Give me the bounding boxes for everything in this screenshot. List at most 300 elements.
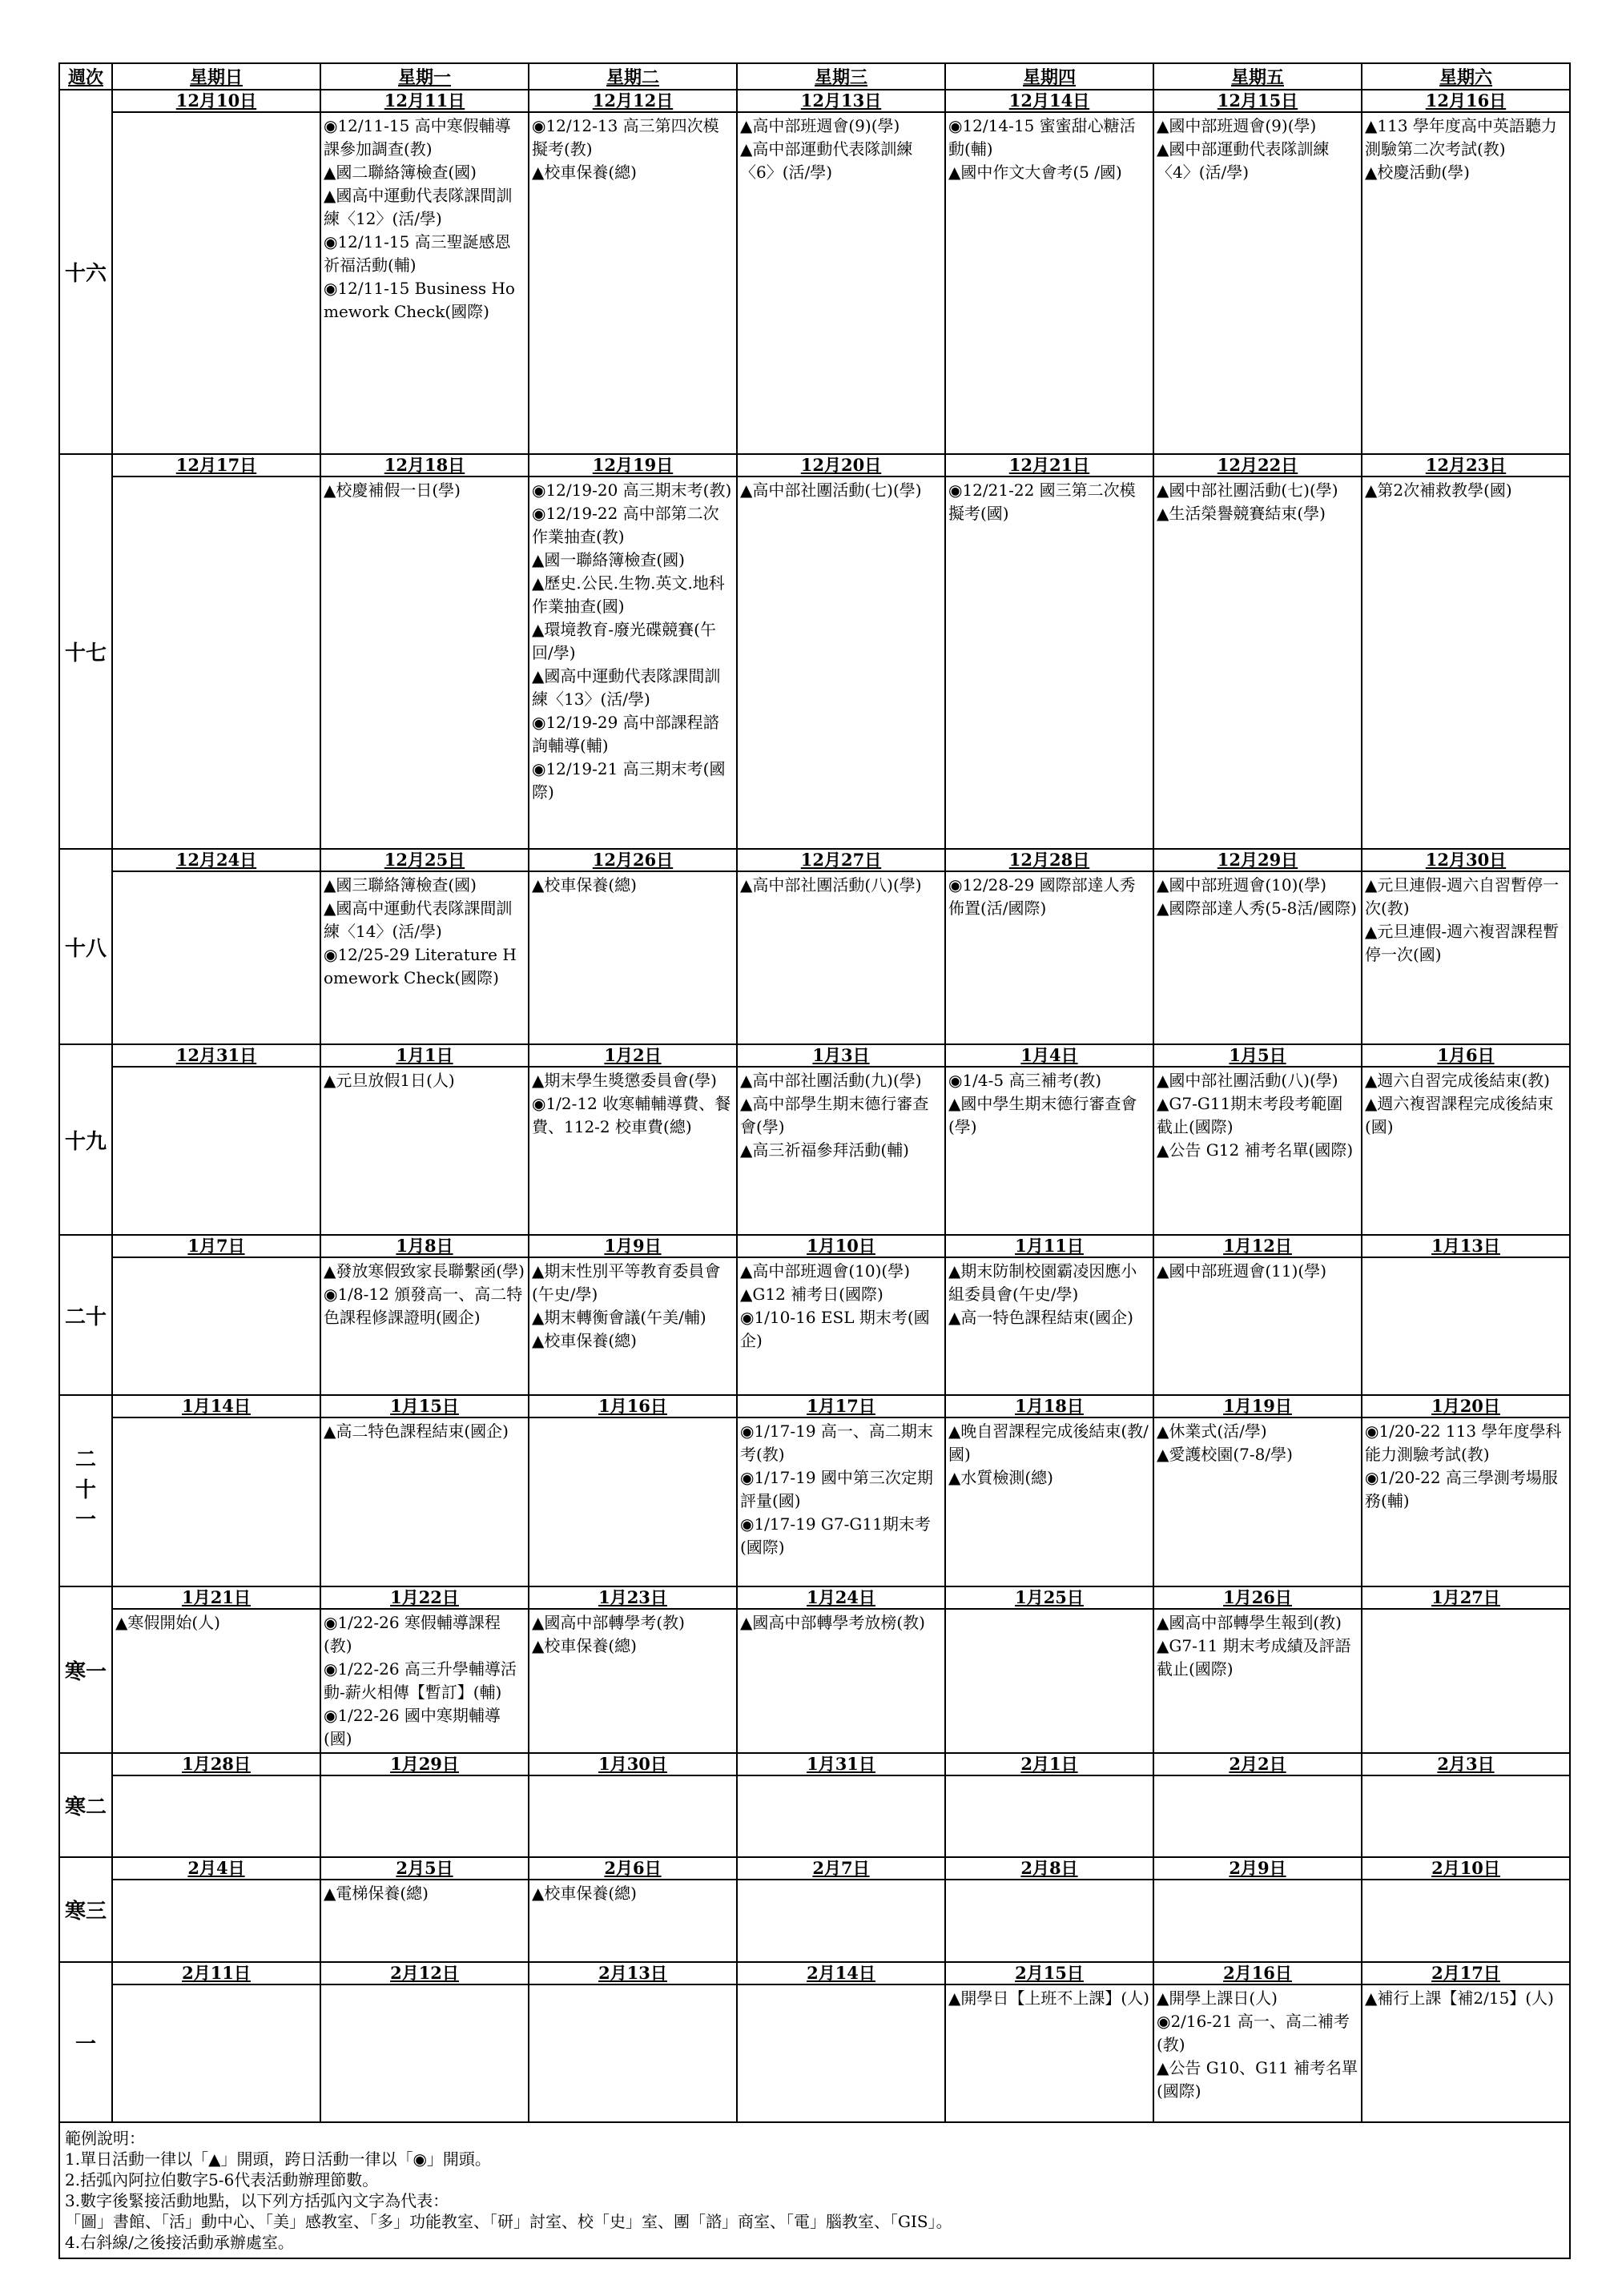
day-cell — [320, 1962, 529, 2122]
event-list — [946, 1258, 1153, 1331]
event-list — [1154, 113, 1361, 186]
day-date: 12月26日 — [529, 850, 736, 872]
event-item: ▲國中學生期末德行審查會(學) — [948, 1094, 1137, 1136]
event-list — [321, 1985, 528, 1988]
event-list — [1154, 477, 1361, 527]
event-item: ▲高三祈福參拜活動(輔) — [740, 1140, 909, 1160]
day-date: 2月9日 — [1154, 1858, 1361, 1880]
event-item: ▲國中作文大會考(5 /國) — [948, 163, 1122, 182]
event-item: ▲期末轉衡會議(午美/輔) — [532, 1308, 706, 1327]
event-item: ◉1/8-12 頒發高一、高二特色課程修課證明(國企) — [324, 1285, 523, 1327]
event-item: ▲國高中部轉學考放榜(教) — [740, 1613, 925, 1632]
event-item: ▲國中部社團活動(七)(學) — [1157, 481, 1338, 500]
day-date: 12月29日 — [1154, 850, 1361, 872]
week-row — [59, 1962, 1570, 2122]
event-list — [1362, 1610, 1569, 1613]
day-date: 2月4日 — [113, 1858, 320, 1880]
event-item: ▲國中部班週會(9)(學) — [1157, 116, 1317, 135]
event-list — [321, 1776, 528, 1779]
day-date: 1月24日 — [738, 1587, 944, 1610]
event-list — [1362, 477, 1569, 504]
event-list — [738, 872, 944, 899]
event-item: ▲國二聯絡簿檢查(國) — [324, 163, 477, 182]
day-date: 2月2日 — [1154, 1754, 1361, 1776]
day-cell — [529, 90, 737, 454]
event-item: ▲高中部班週會(10)(學) — [740, 1261, 911, 1281]
event-list — [529, 1610, 736, 1659]
day-date: 1月9日 — [529, 1236, 736, 1258]
week-label-text: 十七 — [64, 641, 107, 665]
event-list — [946, 1068, 1153, 1140]
week-label-text: 寒一 — [64, 1659, 107, 1684]
day-date: 1月12日 — [1154, 1236, 1361, 1258]
day-date: 12月31日 — [113, 1045, 320, 1068]
event-item: ▲高中部班週會(9)(學) — [740, 116, 900, 135]
event-list — [1362, 1880, 1569, 1884]
event-list — [1362, 872, 1569, 968]
event-list — [321, 477, 528, 504]
event-item: ▲公告 G12 補考名單(國際) — [1157, 1140, 1354, 1160]
event-list — [529, 1068, 736, 1140]
day-date: 1月21日 — [113, 1587, 320, 1610]
week-label — [59, 1395, 112, 1586]
day-date: 1月23日 — [529, 1587, 736, 1610]
event-list — [1154, 1418, 1361, 1468]
legend-line: 2.括弧內阿拉伯數字5-6代表活動辦理節數。 — [65, 2170, 379, 2189]
event-list — [946, 113, 1153, 186]
event-list — [946, 872, 1153, 922]
day-date: 1月3日 — [738, 1045, 944, 1068]
day-cell — [737, 1044, 945, 1235]
event-item: ◉1/22-26 國中寒期輔導(國) — [324, 1706, 501, 1748]
day-cell — [945, 1395, 1153, 1586]
event-item: ◉12/11-15 Business Homework Check(國際) — [324, 279, 515, 321]
event-item: ▲高中部社團活動(八)(學) — [740, 875, 922, 895]
day-date: 1月10日 — [738, 1236, 944, 1258]
event-list — [738, 1880, 944, 1884]
day-cell — [320, 90, 529, 454]
event-item: ▲校車保養(總) — [532, 875, 637, 895]
event-list — [1362, 1418, 1569, 1514]
event-item: ▲休業式(活/學) — [1157, 1421, 1267, 1441]
day-cell — [1153, 1044, 1362, 1235]
day-date: 12月10日 — [113, 90, 320, 113]
day-date: 1月6日 — [1362, 1045, 1569, 1068]
day-date: 12月25日 — [321, 850, 528, 872]
event-item: ◉12/21-22 國三第二次模擬考(國) — [948, 481, 1136, 523]
day-date: 12月22日 — [1154, 455, 1361, 477]
legend-line: 「圖」書館、「活」動中心、「美」感教室、「多」功能教室、「研」討室、校「史」室、團「諮」商室、「電」腦教室、「GIS」。 — [65, 2212, 952, 2231]
week-label — [59, 1044, 112, 1235]
day-date: 12月16日 — [1362, 90, 1569, 113]
event-item: ◉1/10-16 ESL 期末考(國企) — [740, 1308, 930, 1350]
day-cell — [737, 849, 945, 1044]
day-cell — [945, 454, 1153, 849]
legend-row — [59, 2122, 1570, 2258]
day-cell — [945, 1857, 1153, 1962]
event-item: ▲國高中運動代表隊課間訓練〈12〉(活/學) — [324, 186, 513, 228]
event-list — [113, 1258, 320, 1261]
day-cell — [112, 90, 320, 454]
day-cell — [112, 454, 320, 849]
event-item: ▲G7-11 期末考成績及評語截止(國際) — [1157, 1636, 1351, 1679]
day-date: 12月28日 — [946, 850, 1153, 872]
day-date: 12月21日 — [946, 455, 1153, 477]
event-item: ◉12/19-20 高三期末考(教) — [532, 481, 732, 500]
event-list — [529, 1258, 736, 1354]
day-cell — [112, 1962, 320, 2122]
event-list — [1154, 1068, 1361, 1164]
day-cell — [945, 1586, 1153, 1753]
day-cell — [320, 1753, 529, 1857]
event-item: ▲愛護校園(7-8/學) — [1157, 1445, 1293, 1464]
day-cell — [112, 1395, 320, 1586]
day-date: 12月11日 — [321, 90, 528, 113]
event-list — [321, 1258, 528, 1331]
day-cell — [112, 1753, 320, 1857]
day-date: 2月7日 — [738, 1858, 944, 1880]
event-item: ◉1/22-26 高三升學輔導活動-薪火相傳【暫訂】(輔) — [324, 1659, 517, 1702]
day-cell — [1362, 454, 1570, 849]
event-list — [1154, 1985, 1361, 2105]
day-cell — [529, 1586, 737, 1753]
day-date: 1月14日 — [113, 1396, 320, 1418]
legend-line: 4.右斜線/之後接活動承辦處室。 — [65, 2233, 294, 2252]
day-cell — [529, 1044, 737, 1235]
event-item: ◉1/4-5 高三補考(教) — [948, 1071, 1102, 1090]
day-cell — [112, 1857, 320, 1962]
event-list — [321, 1610, 528, 1752]
day-date: 12月17日 — [113, 455, 320, 477]
school-calendar-table — [58, 62, 1571, 2259]
day-date: 12月18日 — [321, 455, 528, 477]
event-item: ▲水質檢測(總) — [948, 1468, 1053, 1487]
event-item: ▲高中部社團活動(九)(學) — [740, 1071, 922, 1090]
event-list — [529, 1880, 736, 1907]
week-label-text: 十六 — [64, 262, 107, 286]
day-date: 12月19日 — [529, 455, 736, 477]
event-list — [1362, 113, 1569, 186]
day-cell — [737, 1962, 945, 2122]
event-item: ◉12/11-15 高三聖誕感恩祈福活動(輔) — [324, 232, 511, 275]
event-list — [738, 1985, 944, 1988]
week-label-text: 二十一 — [74, 1447, 96, 1533]
event-item: ◉12/19-21 高三期末考(國際) — [532, 759, 726, 802]
event-item: ▲元旦連假-週六複習課程暫停一次(國) — [1365, 922, 1560, 964]
event-item: ◉12/25-29 Literature Homework Check(國際) — [324, 945, 517, 987]
event-item: ◉1/20-22 高三學測考場服務(輔) — [1365, 1468, 1558, 1510]
day-cell — [1153, 1753, 1362, 1857]
day-cell — [737, 1753, 945, 1857]
day-cell — [529, 1395, 737, 1586]
day-date: 2月1日 — [946, 1754, 1153, 1776]
event-item: ▲校車保養(總) — [532, 1636, 637, 1655]
day-date: 2月5日 — [321, 1858, 528, 1880]
week-label — [59, 1753, 112, 1857]
day-cell — [1362, 1586, 1570, 1753]
event-list — [113, 1880, 320, 1884]
event-list — [113, 477, 320, 481]
event-item: ◉12/28-29 國際部達人秀佈置(活/國際) — [948, 875, 1136, 918]
day-cell — [1362, 1753, 1570, 1857]
event-list — [113, 1610, 320, 1636]
week-row — [59, 849, 1570, 1044]
event-item: ▲高中部運動代表隊訓練〈6〉(活/學) — [740, 139, 913, 182]
day-header-thu: 星期四 — [945, 63, 1153, 90]
event-item: ▲補行上課【補2/15】(人) — [1365, 1988, 1554, 2008]
event-item: ▲週六複習課程完成後結束(國) — [1365, 1094, 1554, 1136]
event-list — [1362, 1258, 1569, 1261]
event-list — [946, 1418, 1153, 1491]
event-list — [321, 113, 528, 325]
day-date: 1月28日 — [113, 1754, 320, 1776]
day-cell — [320, 1235, 529, 1395]
event-item: ◉12/19-29 高中部課程諮詢輔導(輔) — [532, 713, 719, 755]
week-label — [59, 849, 112, 1044]
day-cell — [529, 454, 737, 849]
day-date: 1月15日 — [321, 1396, 528, 1418]
event-list — [529, 113, 736, 186]
legend-line: 1.單日活動一律以「▲」開頭，跨日活動一律以「◉」開頭。 — [65, 2149, 491, 2169]
day-date: 12月14日 — [946, 90, 1153, 113]
event-list — [113, 1985, 320, 1988]
week-label-text: 二十 — [64, 1305, 107, 1329]
event-item: ▲校車保養(總) — [532, 1331, 637, 1350]
week-label-text: 寒三 — [64, 1900, 107, 1924]
day-date: 1月2日 — [529, 1045, 736, 1068]
day-date: 1月5日 — [1154, 1045, 1361, 1068]
day-cell — [1362, 1235, 1570, 1395]
day-date: 1月16日 — [529, 1396, 736, 1418]
day-cell — [945, 849, 1153, 1044]
event-item: ▲國一聯絡簿檢查(國) — [532, 550, 685, 569]
event-list — [321, 1880, 528, 1907]
event-item: ◉1/2-12 收寒輔輔導費、餐費、112-2 校車費(總) — [532, 1094, 731, 1136]
day-cell — [112, 1044, 320, 1235]
day-header-wed: 星期三 — [737, 63, 945, 90]
day-cell — [112, 1235, 320, 1395]
event-list — [946, 1610, 1153, 1613]
event-item: ▲開學日【上班不上課】(人) — [948, 1988, 1149, 2008]
day-cell — [320, 849, 529, 1044]
event-item: ▲國中部班週會(10)(學) — [1157, 875, 1327, 895]
event-list — [1154, 1258, 1361, 1285]
event-list — [1154, 1610, 1361, 1683]
event-item: ▲週六自習完成後結束(教) — [1365, 1071, 1550, 1090]
week-row — [59, 1395, 1570, 1586]
day-cell — [529, 849, 737, 1044]
day-cell — [945, 1962, 1153, 2122]
day-header-mon: 星期一 — [320, 63, 529, 90]
event-item: ◉12/12-13 高三第四次模擬考(教) — [532, 116, 719, 159]
event-item: ▲開學上課日(人) — [1157, 1988, 1278, 2008]
event-item: ▲校車保養(總) — [532, 1884, 637, 1903]
event-item: ▲高中部學生期末德行審查會(學) — [740, 1094, 929, 1136]
day-date: 1月20日 — [1362, 1396, 1569, 1418]
day-cell — [1153, 1962, 1362, 2122]
day-date: 1月19日 — [1154, 1396, 1361, 1418]
event-item: ▲公告 G10、G11 補考名單(國際) — [1157, 2058, 1358, 2101]
event-list — [113, 1418, 320, 1421]
day-cell — [529, 1753, 737, 1857]
day-cell — [737, 1857, 945, 1962]
event-item: ▲第2次補救教學(國) — [1365, 481, 1512, 500]
event-item: ▲期末防制校園霸凌因應小組委員會(午史/學) — [948, 1261, 1137, 1304]
week-row — [59, 90, 1570, 454]
day-cell — [1153, 1395, 1362, 1586]
day-cell — [1153, 849, 1362, 1044]
week-row — [59, 454, 1570, 849]
event-item: ▲晚自習課程完成後結束(教/國) — [948, 1421, 1149, 1464]
legend-notes — [59, 2122, 1570, 2258]
week-label — [59, 1962, 112, 2122]
day-date: 1月30日 — [529, 1754, 736, 1776]
week-row — [59, 1235, 1570, 1395]
day-date: 2月17日 — [1362, 1963, 1569, 1985]
week-label-text: 十九 — [64, 1129, 107, 1154]
event-list — [529, 477, 736, 806]
week-row — [59, 1586, 1570, 1753]
day-date: 1月7日 — [113, 1236, 320, 1258]
event-item: ▲校慶活動(學) — [1365, 163, 1470, 182]
event-list — [946, 477, 1153, 527]
day-date: 2月16日 — [1154, 1963, 1361, 1985]
day-date: 12月24日 — [113, 850, 320, 872]
day-cell — [737, 1235, 945, 1395]
event-item: ▲國高中部轉學考(教) — [532, 1613, 685, 1632]
day-cell — [529, 1857, 737, 1962]
day-header-sun: 星期日 — [112, 63, 320, 90]
day-header-fri: 星期五 — [1153, 63, 1362, 90]
event-item: ▲113 學年度高中英語聽力測驗第二次考試(教) — [1365, 116, 1557, 159]
day-date: 1月11日 — [946, 1236, 1153, 1258]
day-cell — [112, 849, 320, 1044]
day-cell — [737, 1395, 945, 1586]
day-cell — [945, 1044, 1153, 1235]
event-list — [113, 872, 320, 875]
event-list — [1362, 1068, 1569, 1140]
legend-line: 3.數字後緊接活動地點，以下列方括弧內文字為代表： — [65, 2191, 449, 2210]
week-label — [59, 1857, 112, 1962]
day-cell — [320, 1586, 529, 1753]
day-cell — [945, 1753, 1153, 1857]
event-item: ◉12/11-15 高中寒假輔導課參加調查(教) — [324, 116, 511, 159]
event-item: ▲元旦放假1日(人) — [324, 1071, 455, 1090]
event-item: ▲國中部運動代表隊訓練〈4〉(活/學) — [1157, 139, 1330, 182]
day-cell — [529, 1235, 737, 1395]
week-label-text: 十八 — [64, 936, 107, 961]
day-date: 12月27日 — [738, 850, 944, 872]
event-item: ▲環境教育-廢光碟競賽(午回/學) — [532, 620, 716, 662]
week-row — [59, 1753, 1570, 1857]
day-date: 1月1日 — [321, 1045, 528, 1068]
header-row — [59, 63, 1570, 90]
day-header-tue: 星期二 — [529, 63, 737, 90]
day-cell — [737, 454, 945, 849]
event-list — [529, 872, 736, 899]
event-list — [529, 1776, 736, 1779]
event-item: ◉12/14-15 蜜蜜甜心糖活動(輔) — [948, 116, 1136, 159]
day-date: 12月23日 — [1362, 455, 1569, 477]
event-item: ▲期末學生獎懲委員會(學) — [532, 1071, 717, 1090]
event-list — [321, 872, 528, 991]
day-date: 1月29日 — [321, 1754, 528, 1776]
event-list — [1362, 1776, 1569, 1779]
day-date: 1月18日 — [946, 1396, 1153, 1418]
day-date: 2月6日 — [529, 1858, 736, 1880]
event-item: ▲元旦連假-週六自習暫停一次(教) — [1365, 875, 1560, 918]
event-list — [1362, 1985, 1569, 2012]
day-date: 1月4日 — [946, 1045, 1153, 1068]
day-cell — [1362, 1395, 1570, 1586]
day-date: 12月15日 — [1154, 90, 1361, 113]
day-cell — [1362, 90, 1570, 454]
week-label — [59, 1235, 112, 1395]
event-item: ▲高二特色課程結束(國企) — [324, 1421, 509, 1441]
event-item: ◉1/17-19 高一、高二期末考(教) — [740, 1421, 933, 1464]
week-label — [59, 454, 112, 849]
day-cell — [737, 90, 945, 454]
day-cell — [945, 90, 1153, 454]
event-list — [321, 1418, 528, 1445]
event-item: ▲電梯保養(總) — [324, 1884, 429, 1903]
event-list — [946, 1985, 1153, 2012]
day-cell — [1362, 849, 1570, 1044]
event-list — [113, 1776, 320, 1779]
event-item: ▲發放寒假致家長聯繫函(學) — [324, 1261, 525, 1281]
day-date: 1月17日 — [738, 1396, 944, 1418]
event-item: ▲校慶補假一日(學) — [324, 481, 461, 500]
week-label — [59, 1586, 112, 1753]
day-cell — [112, 1586, 320, 1753]
event-item: ▲國中部班週會(11)(學) — [1157, 1261, 1327, 1281]
week-label-text: 一 — [74, 2032, 96, 2057]
event-list — [738, 477, 944, 504]
event-item: ◉12/19-22 高中部第二次作業抽查(教) — [532, 504, 719, 546]
day-date: 1月13日 — [1362, 1236, 1569, 1258]
event-item: ▲國中部社團活動(八)(學) — [1157, 1071, 1338, 1090]
day-date: 1月8日 — [321, 1236, 528, 1258]
event-list — [1154, 872, 1361, 922]
event-item: ◉1/17-19 國中第三次定期評量(國) — [740, 1468, 933, 1510]
day-date: 12月13日 — [738, 90, 944, 113]
event-item: ◉2/16-21 高一、高二補考(教) — [1157, 2012, 1350, 2054]
event-list — [321, 1068, 528, 1094]
week-label — [59, 90, 112, 454]
day-date: 2月11日 — [113, 1963, 320, 1985]
event-list — [946, 1880, 1153, 1884]
week-row — [59, 1857, 1570, 1962]
event-list — [113, 113, 320, 116]
event-item: ◉1/20-22 113 學年度學科能力測驗考試(教) — [1365, 1421, 1562, 1464]
event-list — [738, 1418, 944, 1561]
event-item: ▲國高中運動代表隊課間訓練〈13〉(活/學) — [532, 666, 721, 709]
day-cell — [320, 454, 529, 849]
event-list — [738, 1068, 944, 1164]
event-item: ◉1/17-19 G7-G11期末考(國際) — [740, 1514, 931, 1557]
event-item: ◉1/22-26 寒假輔導課程(教) — [324, 1613, 501, 1655]
day-date: 12月12日 — [529, 90, 736, 113]
event-item: ▲國三聯絡簿檢查(國) — [324, 875, 477, 895]
event-list — [113, 1068, 320, 1071]
event-list — [1154, 1880, 1361, 1884]
day-cell — [529, 1962, 737, 2122]
event-list — [1154, 1776, 1361, 1779]
day-cell — [945, 1235, 1153, 1395]
day-date: 2月8日 — [946, 1858, 1153, 1880]
event-item: ▲G12 補考日(國際) — [740, 1285, 883, 1304]
day-cell — [1153, 1235, 1362, 1395]
